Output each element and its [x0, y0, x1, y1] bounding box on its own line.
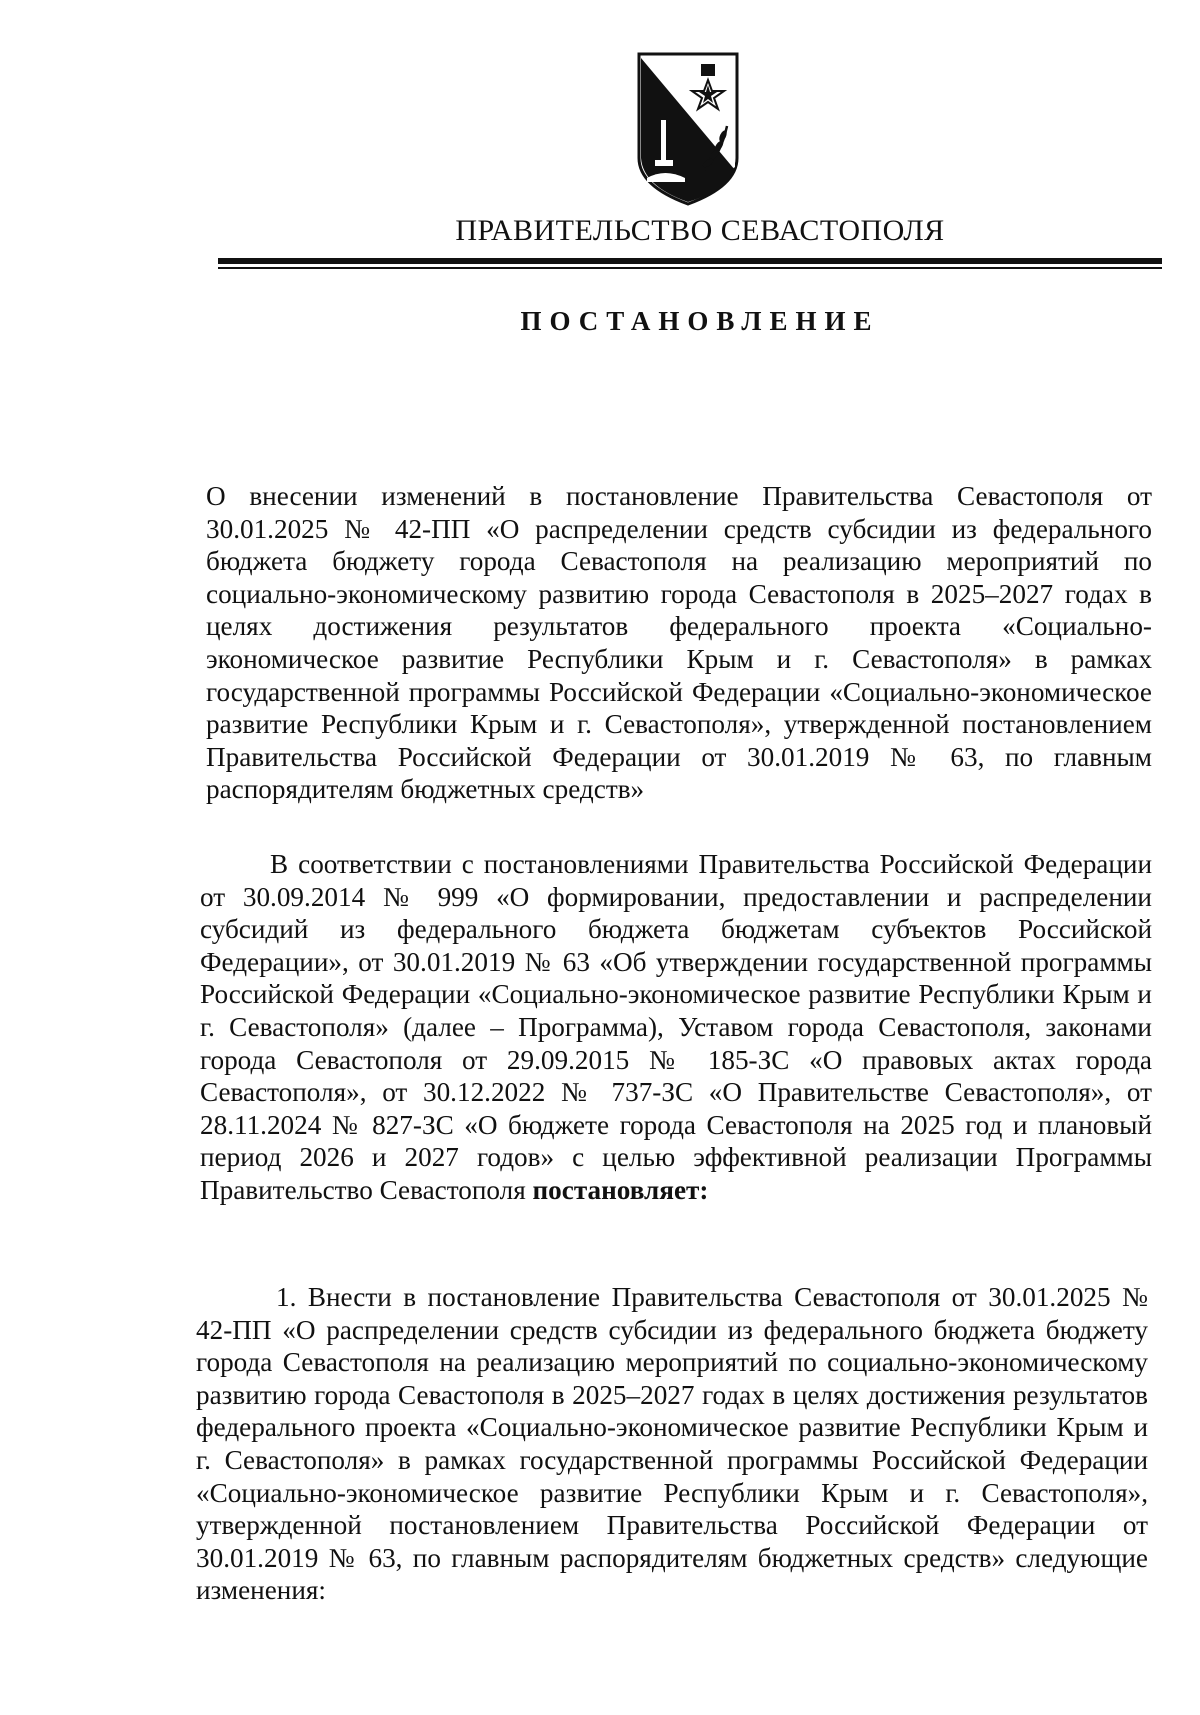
header-divider — [218, 258, 1162, 272]
preamble-paragraph — [200, 848, 1152, 1207]
coat-of-arms-icon — [635, 50, 741, 206]
decision-word: постановляет: — [532, 1174, 709, 1205]
header-divider-thin — [218, 267, 1162, 269]
organization-title: ПРАВИТЕЛЬСТВО СЕВАСТОПОЛЯ — [455, 214, 945, 247]
document-type-title: ПОСТАНОВЛЕНИЕ — [520, 306, 880, 336]
resolution-subject: О внесении изменений в постановление Правительства Севастополя от 30.01.2025 № 42-ПП «О распределении средств субсидии из федерального бюджета бюджету города Севастополя на реализацию мероприятий по социально-экономическому развитию города Севастополя в 2025–2027 годах в целях достижения результатов федерального проекта «Социально-экономическое развитие Республики Крым и г. Севастополя» в рамках государственной программы Российской Федерации «Социально-экономическое развитие Республики Крым и г. Севастополя», утвержденной постановлением Правительства Российской Федерации от 30.01.2019 № 63, по главным распорядителям бюджетных средств» — [206, 481, 1152, 805]
list-item: 1. Внести в постановление Правительства Севастополя от 30.01.2025 № 42-ПП «О распределении средств субсидии из федерального бюджета бюджету города Севастополя на реализацию мероприятий по социально-экономическому развитию города Севастополя в 2025–2027 годах в целях достижения результатов федерального проекта «Социально-экономическое развитие Республики Крым и г. Севастополя» в рамках государственной программы Российской Федерации «Социально-экономическое развитие Республики Крым и г. Севастополя», утвержденной постановлением Правительства Российской Федерации от 30.01.2019 № 63, по главным распорядителям бюджетных средств» следующие изменения: — [196, 1282, 1148, 1606]
header-divider-thick — [218, 258, 1162, 264]
preamble-text: В соответствии с постановлениями Правительства Российской Федерации от 30.09.2014 № 999 «О формировании, предоставлении и распределении субсидий из федерального бюджета бюджетам субъектов Российской Федерации», от 30.01.2019 № 63 «Об утверждении государственной программы Российской Федерации «Социально-экономическое развитие Республики Крым и г. Севастополя» (далее – Программа), Уставом города Севастополя, законами города Севастополя от 29.09.2015 № 185-ЗС «О правовых актах города Севастополя», от 30.12.2022 № 737-ЗС «О Правительстве Севастополя», от 28.11.2024 № 827-ЗС «О бюджете города Севастополя на 2025 год и плановый период 2026 и 2027 годов» с целью эффективной реализации Программы Правительство Севастополя — [200, 849, 1152, 1205]
